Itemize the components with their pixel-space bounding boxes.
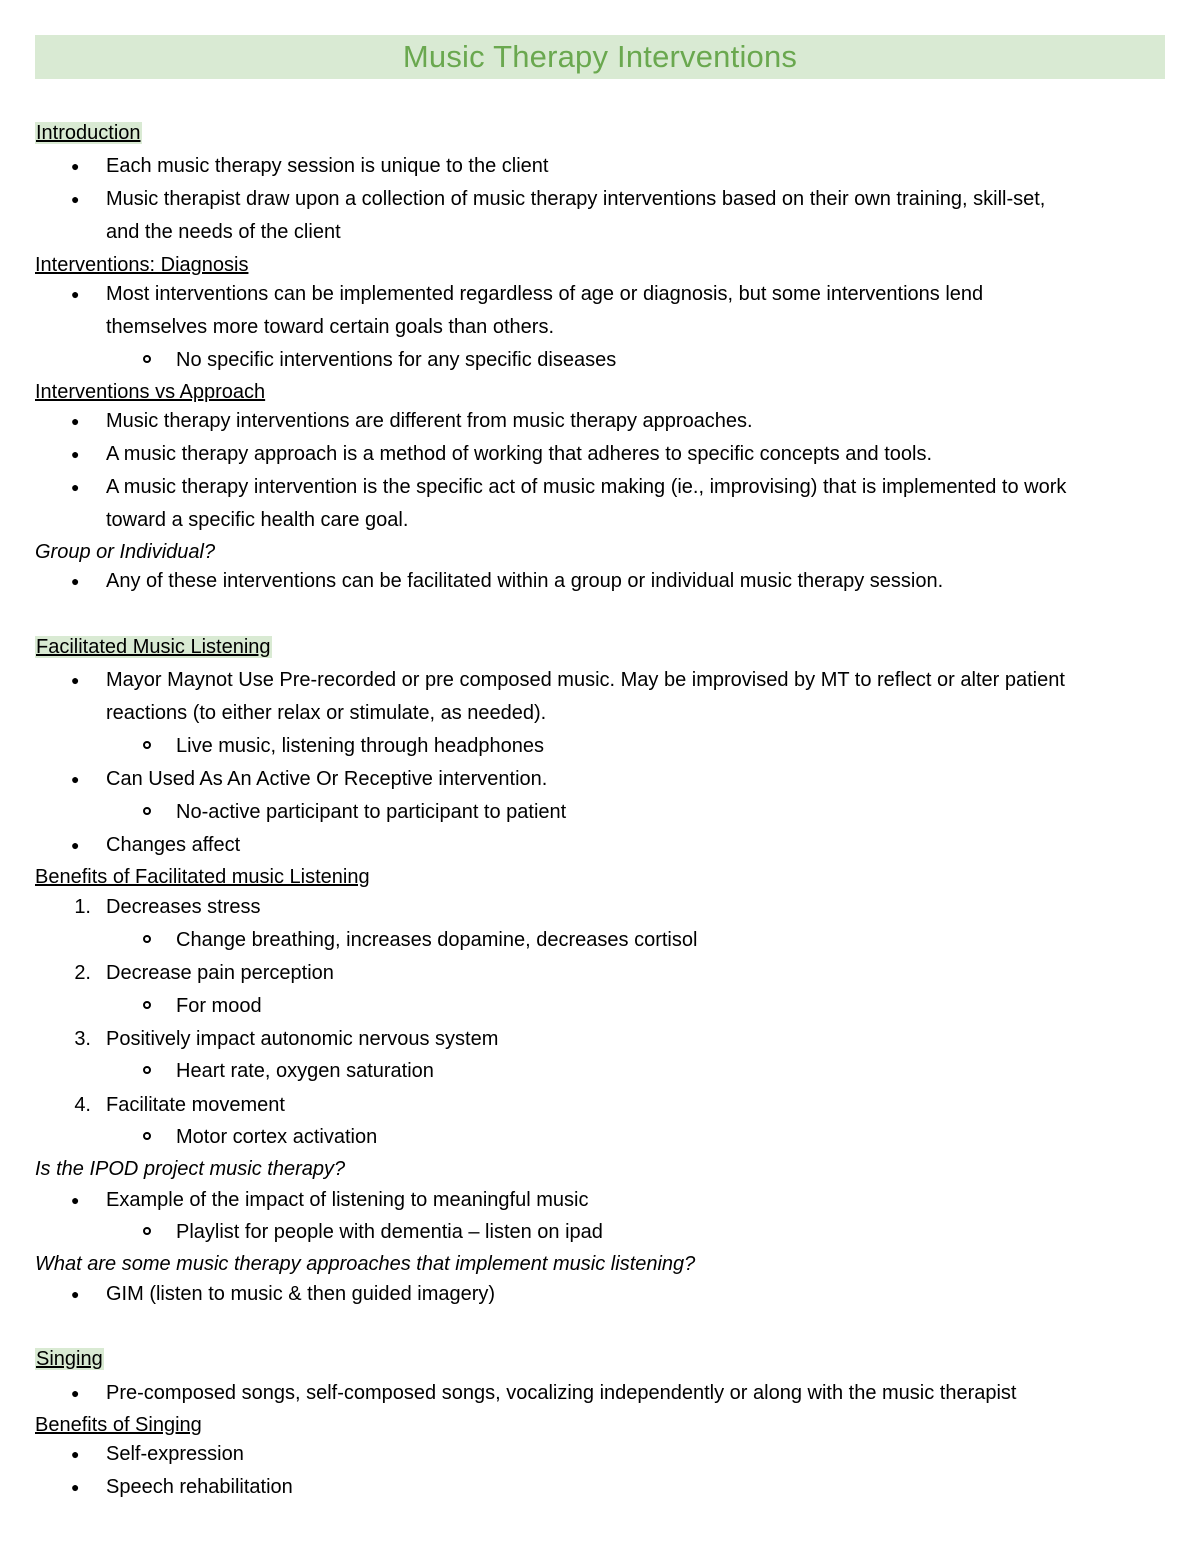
bullet-icon: ●: [71, 191, 80, 207]
title-banner: [35, 35, 1165, 79]
page-title: Music Therapy Interventions: [402, 39, 798, 74]
section-heading-introduction: Introduction: [36, 122, 141, 144]
section-heading-singing: Singing: [36, 1348, 103, 1370]
section-heading-diagnosis: Interventions: Diagnosis: [35, 254, 249, 276]
bullet-icon: ●: [71, 1479, 80, 1495]
bullet-icon: ●: [71, 1446, 80, 1462]
circle-bullet-icon: [143, 1001, 151, 1009]
bullet-icon: ●: [71, 158, 80, 174]
bullet-icon: ●: [71, 1192, 80, 1208]
circle-bullet-icon: [143, 741, 151, 749]
section-heading-listening: Facilitated Music Listening: [36, 636, 271, 658]
section-heading-benefits-singing: Benefits of Singing: [35, 1414, 202, 1436]
bullet-icon: ●: [71, 286, 80, 302]
section-heading-benefits-listening: Benefits of Facilitated music Listening: [35, 866, 370, 888]
bullet-icon: ●: [71, 1385, 80, 1401]
circle-bullet-icon: [143, 807, 151, 815]
circle-bullet-icon: [143, 935, 151, 943]
circle-bullet-icon: [143, 1132, 151, 1140]
question-group-individual: Group or Individual?: [35, 541, 216, 563]
circle-bullet-icon: [143, 355, 151, 363]
bullet-icon: ●: [71, 837, 80, 853]
circle-bullet-icon: [143, 1227, 151, 1235]
bullet-icon: ●: [71, 573, 80, 589]
bullet-icon: ●: [71, 446, 80, 462]
bullet-icon: ●: [71, 479, 80, 495]
question-approaches: What are some music therapy approaches that implement music listening?: [35, 1253, 696, 1275]
section-heading-approach: Interventions vs Approach: [35, 381, 266, 403]
circle-bullet-icon: [143, 1066, 151, 1074]
bullet-icon: ●: [71, 771, 80, 787]
bullet-icon: ●: [71, 413, 80, 429]
question-ipod: Is the IPOD project music therapy?: [35, 1158, 346, 1180]
bullet-icon: ●: [71, 1286, 80, 1302]
bullet-icon: ●: [71, 672, 80, 688]
